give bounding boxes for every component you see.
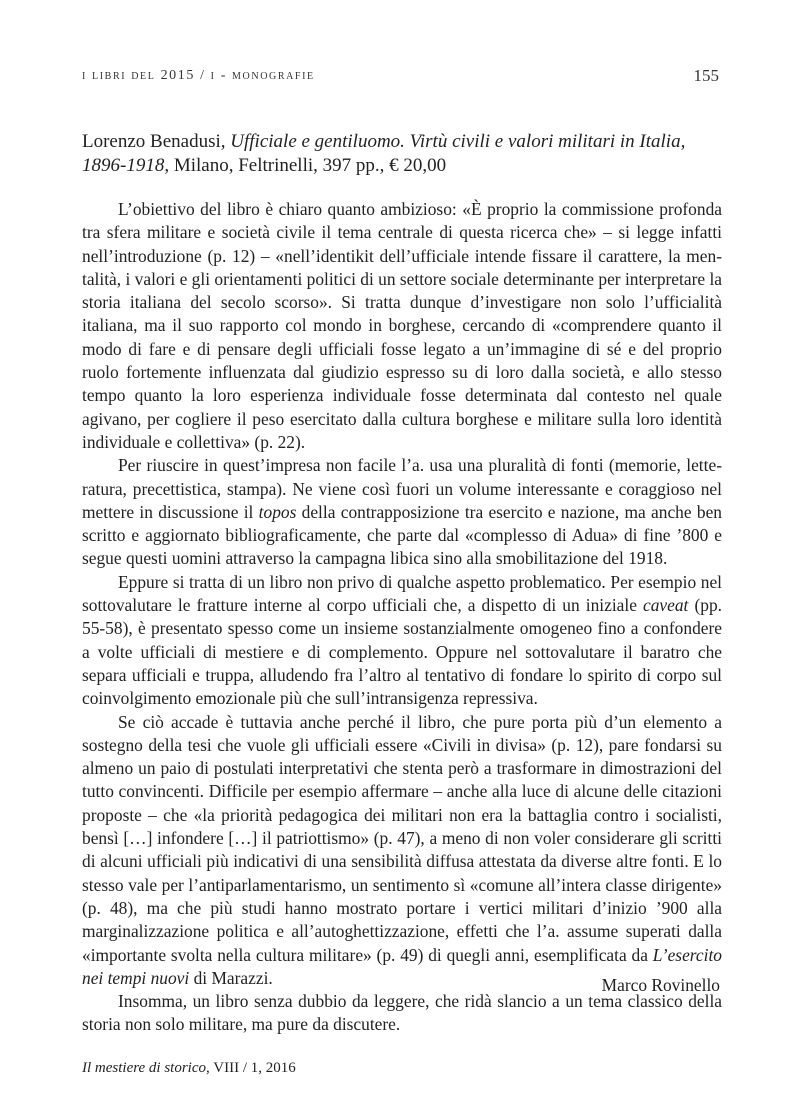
paragraph-text: Per riuscire in quest’impresa non facile l’a. usa una pluralità di fonti (memorie, letteratura, precettistica, stampa). Ne viene così fuori un volume interessante e coraggioso nel mettere in discussione il	[82, 455, 722, 522]
body-paragraph	[82, 711, 722, 991]
citation-author: Lorenzo Benadusi,	[82, 131, 231, 152]
footer-issue: , VIII / 1, 2016	[206, 1060, 296, 1076]
paragraph-text: della contrapposizione tra esercito e nazione, ma anche ben scritto e aggiornato bibliograficamente, che parte dal «complesso di Adua» di fine ’800 e segue questi uomini attraverso la campagna libica sino alla smobilitazione del 1918.	[82, 501, 722, 569]
italic-text: topos	[258, 501, 297, 522]
paragraph-text: Eppure si tratta di un libro non privo di qualche aspetto problematico. Per esempio nel sottovalutare le fratture interne al corpo ufficiali che, a dispetto di un iniziale	[82, 571, 722, 616]
paragraph-text: Se ciò accade è tuttavia anche perché il libro, che pure porta più d’un elemento a sostegno della tesi che vuole gli ufficiali essere «Civili in divisa» (p. 12), pare fondarsi su almeno un paio di postulati interpretativi che stenta però a trasformare in dimostrazioni del tutto convincenti. Difficile per esempio affermare – anche alla luce di alcune delle citazioni proposte – che «la priorità pedagogica dei militari non era la battaglia contro i socialisti, bensì […] infondere […] il patriottismo» (p. 47), a meno di non voler considerare gli scritti di alcuni ufficiali più indicativi di una sensibilità diffusa attestata da diverse altre fonti. E lo stesso vale per l’antiparlamentarismo, un sentimento sì «comune all’intera classe dirigente» (p. 48), ma che più studi hanno mostrato portare i vertici militari d’inizio ’900 alla marginalizzazione politica e all’autoghettizzazione, effetti che l’a. assume superati dalla «importante svolta nella cultura militare» (p. 49) di quegli anni, esemplificata da	[82, 711, 722, 965]
page-footer	[82, 1060, 296, 1077]
review-body	[82, 198, 722, 1037]
reviewer-signature: Marco Rovinello	[601, 975, 720, 995]
running-header	[82, 66, 719, 90]
running-title: i libri del 2015 / i - monografie	[82, 68, 315, 83]
citation-title: Ufficiale e gentiluomo. Virtù civili e valori militari in Italia, 1896-1918	[82, 131, 686, 176]
body-paragraph	[82, 571, 722, 711]
page-number: 155	[693, 66, 719, 85]
paragraph-text: Insomma, un libro senza dubbio da leggere, che ridà slancio a un tema classico della storia non solo militare, ma pure da discutere.	[82, 991, 722, 1035]
body-paragraph	[82, 454, 722, 570]
book-citation	[82, 130, 722, 178]
body-paragraph	[82, 990, 722, 1037]
paragraph-text: (pp. 55-58), è presentato spesso come un insieme sostanzialmente omogeneo fino a confondere a volte ufficiali di mestiere e di complemento. Oppure nel sottovalutare il baratro che separa ufficiali e truppa, alludendo fra l’altro al tentativo di fondare lo spirito di corpo sul coinvolgimento emozionale più che sull’intransigenza repressiva.	[82, 595, 722, 709]
body-paragraph	[82, 198, 722, 454]
citation-publication: , Milano, Feltrinelli, 397 pp., € 20,00	[164, 155, 447, 176]
italic-text: L’esercito nei tempi nuovi	[82, 944, 722, 988]
italic-text: caveat	[643, 595, 689, 616]
paragraph-text: L’obiettivo del libro è chiaro quanto ambizioso: «È proprio la commissione profonda tra sfera militare e società civile il tema centrale di questa ricerca che» – si legge infatti nell’introduzione (p. 12) – «nell’identikit dell’ufficiale intende fissare il carattere, la mentalità, i valori e gli orientamenti politici di un settore sociale determinante per interpretare la storia italiana del secolo scorso». Si tratta dunque d’investigare non solo l’ufficialità italiana, ma il suo rapporto col mondo in borghese, cercando di «comprendere quanto il modo di fare e di pensare degli ufficiali fosse legato a un’immagine di sé e del proprio ruolo fortemente influenzata dal giudizio espresso su di loro dalla società, e allo stesso tempo quanto la loro esperienza individuale fosse determinata dal contesto nel quale agivano, per cogliere il peso esercitato dalla cultura borghese e militare sulla loro identità individuale e collettiva» (p. 22).	[82, 199, 722, 452]
paragraph-text: di Marazzi.	[189, 967, 273, 988]
footer-journal: Il mestiere di storico	[82, 1060, 207, 1076]
